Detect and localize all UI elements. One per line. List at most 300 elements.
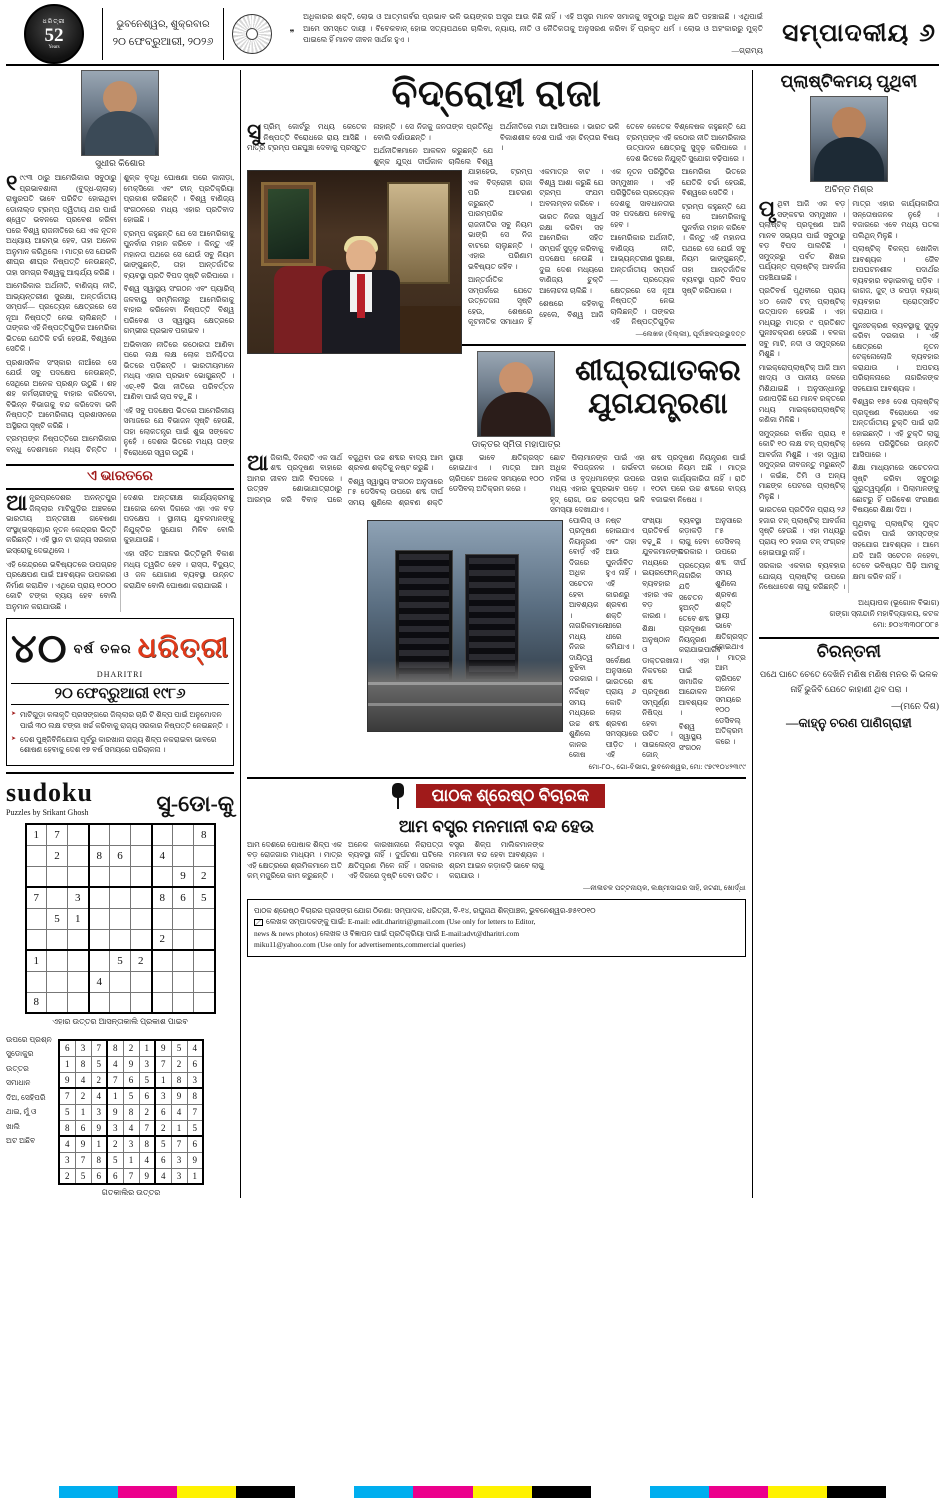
paragraph: ଟ୍ରମ୍ପଙ୍କ ନିଷ୍ପତ୍ତିରେ ଆମେରିକାର ବନ୍ଧୁ ଦେଶମାନେ ମଧ୍ୟ ଚିନ୍ତିତ । ଶୁଳ୍କ ବୃଦ୍ଧି ଘୋଷଣା ପରେ କାନାଡ଼ା, ମେକ୍ସିକୋ ଏବଂ ଚୀନ୍ ପ୍ରତିକ୍ରିୟା ପ୍ରକାଶ କରିଛନ୍ତି । ବିଶ୍ୱ ବାଣିଜ୍ୟ ସଂଗଠନରେ ମଧ୍ୟ ଏହାର ପ୍ରତିବାଦ ହୋଇଛି । (6, 173, 235, 454)
answer-cell: 1 (171, 1120, 187, 1136)
paragraph: ନିର୍ଦ୍ଦିଷ୍ଟ ସମୟ ମଧ୍ୟରେ ଉଚ୍ଚ ଶବ୍ଦ ଶୁଣିଲେ କାନର କୋଷ ନଷ୍ଟ ହୋଇଯାଏ ଏବଂ ତାହା ଆଉ ପୁନର୍ଜୀବିତ ହୁଏ ନାହିଁ । ଏହି କାରଣରୁ ଶ୍ରବଣ ଶକ୍ତି ଧୀରେ ଧୀରେ କମିଯାଏ । (569, 515, 637, 760)
answer-cell: 7 (91, 1040, 107, 1056)
sudoku-cell[interactable] (194, 908, 215, 929)
author-name: ଅଚିନ୍ତ ମିଶ୍ର (824, 184, 874, 194)
emblem-icon (224, 4, 280, 64)
paragraph: ଶବ୍ଦ ପ୍ରଦୂଷଣ ନିୟନ୍ତ୍ରଣ ପାଇଁ କଠୋର ନିୟମ ଅଛି । ମାତ୍ର ତାହାର କାର୍ଯ୍ୟକାରିତା ନାହିଁ । ରାତି ୧୦ଟା ପରେ ଉଚ୍ଚ ଶବ୍ଦରେ ବାଦ୍ୟ ବଜାଇବା ନିଷେଧ । (650, 452, 746, 504)
dateline-date: ୨୦ ଫେବ୍ରୁଆରୀ, ୨୦୨୬ (112, 35, 214, 48)
answer-cell: 2 (123, 1040, 139, 1056)
poem-section (759, 637, 939, 732)
color-swatch (709, 1486, 768, 1498)
sudoku-cell[interactable] (89, 992, 110, 1013)
poem-author: —କାହ୍ନୁ ଚରଣ ପାଣିଗ୍ରାହୀ (786, 716, 912, 731)
second-story-top-text (247, 449, 746, 516)
answer-cell: 7 (139, 1120, 155, 1136)
sudoku-cell[interactable]: 2 (152, 929, 173, 950)
ad-number: ୪୦ (11, 626, 68, 672)
reader-credit: —ନୀଳାଚଳ ପଟ୍ଟନାୟକ, ଲକ୍ଷ୍ମୀସାଗର ସାହି, ଜଟଣୀ, ଖୋର୍ଦ୍ଧା (583, 883, 746, 892)
answer-label: ଅଟ ଅଛିବ (6, 1135, 36, 1145)
sudoku-caption: ଏହାର ଉତ୍ତର ଆସନ୍ତାକାଲି ପ୍ରକାଶ ପାଇବ (52, 1017, 188, 1027)
answer-cell: 3 (155, 1088, 171, 1104)
contact-line[interactable]: ଲେଖକ ସମ୍ପାଦକଙ୍କୁ ପାଇଁ: E-mail: edit.dharitri@gmail.com (Use only for letters to Editor, (266, 917, 536, 927)
paragraph: ଏହା ସହିତ ଅଞ୍ଚଳର ଭିତ୍ତିଭୂମି ବିକାଶ ମଧ୍ୟ ତ୍ୱରିତ ହେବ । ରାସ୍ତା, ବିଦ୍ୟୁତ୍ ଓ ଜଳ ଯୋଗାଣ ବ୍ୟବସ୍ଥା ଉନ୍ନତ କରାଯିବ ବୋଲି ଘୋଷଣା କରାଯାଇଛି । (123, 548, 235, 590)
author-photo (81, 70, 159, 156)
sudoku-cell[interactable] (89, 950, 110, 971)
sudoku-cell[interactable]: 3 (68, 887, 89, 908)
color-swatch (177, 1486, 236, 1498)
paragraph: ଛୋଟ ପିଲାମାନଙ୍କ ପାଇଁ ଏହା ଅଧିକ ବିପଜ୍ଜନକ । ଗର୍ଭବତୀ ମହିଳା ଓ ବୃଦ୍ଧମାନଙ୍କ ଉପରେ ମଧ୍ୟ ଏହାର କୁପ୍ରଭାବ ପଡ଼େ । ହୃଦ୍ ରୋଗ, ଉଚ୍ଚ ରକ୍ତଚାପ ଭଳି ସମସ୍ୟା ଦେଖାଯାଏ । (549, 452, 645, 515)
color-swatch (0, 1486, 59, 1498)
answer-cell: 1 (75, 1104, 91, 1120)
answer-cell: 6 (59, 1040, 75, 1056)
sudoku-cell[interactable] (131, 866, 152, 887)
sudoku-cell[interactable] (47, 887, 68, 908)
quote-credit: —ଗ୍ରାମ୍ୟ (731, 46, 763, 56)
contact-line[interactable]: news & news photos) ଲେଖକ ଓ ବିଜ୍ଞାପନ ପାଇଁ ପ୍ରତିକ୍ରିୟା ପାଇଁ E-mail:advt@dharitri.com (254, 928, 520, 938)
sudoku-cell[interactable] (110, 866, 131, 887)
paragraph: ପୋଲିସ୍ ଓ ପ୍ରଦୂଷଣ ନିୟନ୍ତ୍ରଣ ବୋର୍ଡ଼ ଏହି ଦିଗରେ ଅଧିକ ସଚେତନ ହେବା ଆବଶ୍ୟକ । ନାଗରିକମାନେ ମଧ୍ୟ ନିଜର ଦାୟିତ୍ୱ ବୁଝିବା ଦରକାର । (569, 515, 608, 683)
poem-text: ପଥେ ଘାତେ ଚେତେ ଦେଖିନି ମଣିଷ ମଣିଷ ମନର କି ଭଳକ ନାହିଁ ଭୁଜିବି ଯେତେ କାହାଣୀ ଥିବ ପରା । (759, 668, 938, 695)
answer-cell: 4 (139, 1152, 155, 1168)
answer-cell: 3 (59, 1152, 75, 1168)
answer-cell: 8 (123, 1104, 139, 1120)
reader-text (247, 840, 746, 882)
sudoku-title: sudoku (6, 778, 93, 808)
answer-label: ଥାଇ, ମୁଁ ଓ (6, 1107, 37, 1117)
sudoku-cell[interactable]: 8 (89, 845, 110, 866)
reader-title: ପାଠକ ଶ୍ରେଷ୍ଠ ବିଚାରକ (416, 784, 606, 808)
right-column (759, 70, 939, 1198)
section-header (769, 4, 939, 64)
sudoku-cell[interactable]: 4 (152, 845, 173, 866)
masthead-logo (6, 4, 102, 64)
answer-cell: 4 (107, 1056, 123, 1072)
answer-label: ଉପରେ ପ୍ରଶ୍ନ (6, 1035, 52, 1045)
answer-cell: 5 (75, 1168, 91, 1184)
quote-mark-icon: ❞ (289, 28, 295, 39)
paragraph: ଭାରତ ନିଜର ସ୍ୱାର୍ଥ ରକ୍ଷା କରିବା ସହ ଆମେରିକା ସହିତ ସମ୍ପର୍କ ସୁଦୃଢ଼ କରିବାକୁ ପଦକ୍ଷେପ ନେଉଛି । ଦୁଇ ଦେଶ ମଧ୍ୟରେ ବାଣିଜ୍ୟ ଚୁକ୍ତି ଆଲୋଚନା ଚାଲିଛି । (539, 212, 604, 295)
logo-title: ଧରିତ୍ରୀ (42, 18, 66, 25)
sudoku-section (6, 772, 234, 1198)
right-story-signature (759, 597, 939, 631)
sudoku-cell[interactable] (194, 950, 215, 971)
paragraph: ସରକାର ଏକବାର ବ୍ୟବହାର ଯୋଗ୍ୟ ପ୍ଲାଷ୍ଟିକ୍ ଉପରେ ନିଷେଧାଦେଶ ଲାଗୁ କରିଛନ୍ତି । ମାତ୍ର ଏହାର କାର୍ଯ୍ୟକାରିତା ସନ୍ତୋଷଜନକ ନୁହେଁ । ବଜାରରେ ଏବେ ମଧ୍ୟ ପତଳା ପଲିଥିନ୍ ମିଳୁଛି । (758, 199, 939, 592)
sudoku-cell[interactable]: 7 (26, 887, 47, 908)
sudoku-cell[interactable] (131, 929, 152, 950)
answer-cell: 7 (187, 1104, 203, 1120)
paragraph: ପ୍ରତିବର୍ଷ ପୃଥିବୀରେ ପ୍ରାୟ ୪୦ କୋଟି ଟନ୍ ପ୍ଲାଷ୍ଟିକ୍ ଉତ୍ପାଦନ ହେଉଛି । ଏହା ମଧ୍ୟରୁ ମାତ୍ର ୯ ପ୍ରତିଶତ ପୁନଃଚକ୍ରଣ ହେଉଛି । ବଳକା ସବୁ ମାଟି, ନଦୀ ଓ ସମୁଦ୍ରରେ ମିଶୁଛି । (758, 286, 846, 359)
answer-cell: 4 (155, 1168, 171, 1184)
answer-cell: 6 (123, 1072, 139, 1088)
sudoku-cell[interactable] (89, 824, 110, 845)
answer-cell: 1 (139, 1040, 155, 1056)
sudoku-cell[interactable] (152, 971, 173, 992)
color-swatch (236, 1486, 295, 1498)
sudoku-subtitle: Puzzles by Srikant Ghosh (6, 808, 89, 818)
color-swatch (886, 1486, 945, 1498)
sudoku-cell[interactable] (194, 845, 215, 866)
sudoku-cell[interactable]: 5 (47, 908, 68, 929)
sudoku-cell[interactable] (131, 971, 152, 992)
answer-cell: 8 (91, 1152, 107, 1168)
ad-word-1: ବର୍ଷ (73, 640, 95, 656)
answer-cell: 2 (75, 1088, 91, 1104)
answer-label: ସୁଡୋକୁର (6, 1049, 34, 1059)
answer-cell: 6 (155, 1104, 171, 1120)
paragraph: ପ୍ରତ୍ୟେକ ନାଗରିକ ଯଦି ସଚେତନ ହୁଅନ୍ତି ତେବେ ଶବ୍ଦ ପ୍ରଦୂଷଣ ନିୟନ୍ତ୍ରଣ କରାଯାଇପାରିବ । ଏହା ପାଇଁ ସାମାଜିକ ଆନ୍ଦୋଳନ ଆବଶ୍ୟକ । (678, 560, 722, 718)
bharat-section (6, 464, 234, 490)
sudoku-answer-labels (6, 1033, 54, 1148)
paragraph: ଆନ୍ତର୍ଜାତିକ ସମ୍ପର୍କରେ ଯେତେ ଉତ୍ତେଜନା ସୃଷ୍ଟି ହେଉ, ଶେଷରେ କୂଟନୀତିକ ସମାଧାନ ହିଁ ଏକମାତ୍ର ବାଟ । ବିଶ୍ୱ ଆଶା କରୁଛି ଯେ ଟ୍ରମ୍ପ ସଂଯମ ଅବଲମ୍ବନ କରିବେ । (468, 167, 604, 327)
paragraph: ଆମେରିକାର ଅର୍ଥନୀତି, ବାଣିଜ୍ୟ ନୀତି, ଆଭ୍ୟନ୍ତରୀଣ ସୁରକ୍ଷା, ଅନ୍ତର୍ଜାତୀୟ ସମ୍ପର୍କ— ପ୍ରତ୍ୟେକ କ୍ଷେତ୍ରରେ ସେ ନୂଆ ନିଷ୍ପତ୍ତି ନେଇ ଚାଲିଛନ୍ତି । ତାଙ୍କର ଏହି ନିଷ୍ପତ୍ତିଗୁଡ଼ିକ ଆମେରିକା ଭିତରେ ଯେତିକି ଚର୍ଚ୍ଚା ହେଉଛି, ବିଶ୍ୱରେ ସେତିକି । (610, 167, 746, 327)
answer-label: ଖାଲି (6, 1121, 21, 1131)
sudoku-cell[interactable] (173, 950, 194, 971)
ad-word-2: ତଳର (100, 640, 132, 656)
quote-text: ଅଧିକାରର ଶକ୍ତି, ଲୋଭ ଓ ଆତ୍ମଗର୍ବର ପ୍ରଭାବ ଭଳି ଭୟଙ୍କର ଅସ୍ତ୍ର ଆଉ କିଛି ନାହିଁ । ଏହି ଅସ୍ତ୍ର ମାନବ ସମାଜକୁ ସବୁଠାରୁ ଅଧିକ କ୍ଷତି ପହଞ୍ଚାଇଛି । ଏଥିପାଇଁ ଆମେ ସମସ୍ତେ ଦାୟୀ । ବିବେକବାନ୍ ହୋଇ ସତ୍ୟପଥରେ ଚାଲିବା, ନ୍ୟାୟ, ନୀତି ଓ ନୈତିକତାକୁ ଅନୁସରଣ କରିବା ହିଁ ପ୍ରକୃତ ଧର୍ମ । ଲୋଭ ଓ ଅହଂକାରରୁ ମୁକ୍ତି ପାଇଲେ ହିଁ ମାନବ ଜୀବନ ସାର୍ଥକ ହୁଏ । (303, 12, 763, 44)
answer-cell: 9 (91, 1120, 107, 1136)
paragraph: ଆନ୍ଧ୍ରପ୍ରଦେଶର ଅନନ୍ତପୁର ଜିଲ୍ଲାର ମାଟିଗୁଡ଼ିର ଅଞ୍ଚଳରେ ଭାରତୀୟ ଅନ୍ତରୀକ୍ଷ ଗବେଷଣା ସଂସ୍ଥା(ଇସ୍ରୋ)ର ନୂତନ କେନ୍ଦ୍ରର ଭିତ୍ତି କରିଛନ୍ତି । ଏହି ସ୍ଥାନ ଟା ରାଜ୍ୟ ସରକାର ଇସ୍ରୋକୁ ଦେଇଥିଲେ । (6, 490, 117, 555)
sudoku-cell[interactable] (47, 950, 68, 971)
paragraph: ସୁପ୍ରିମ୍ କୋର୍ଟରୁ ମଧ୍ୟ କେତେକ ନିଷ୍ପତ୍ତି ବିରୋଧରେ ରାୟ ଆସିଛି । ମାତ୍ର ଟ୍ରମ୍ପ ପଛଘୁଞ୍ଚା ଦେବାକୁ ପ୍ରସ୍ତୁତ ନାହାନ୍ତି । ସେ ନିଜକୁ ଜନତାଙ୍କ ପ୍ରତିନିଧି ବୋଲି ଦର୍ଶାଉଛନ୍ତି । (247, 119, 493, 153)
answer-cell: 3 (107, 1120, 123, 1136)
paragraph: ପ୍ରଶାସନିକ ସଂସ୍କାର ନାଆଁରେ ସେ ଯେଉଁ ସବୁ ପଦକ୍ଷେପ ନେଉଛନ୍ତି, ସେଥିରେ ଅନେକ ପ୍ରଶ୍ନ ଉଠୁଛି । ଶହ ଶହ କର୍ମଚାରୀଙ୍କୁ ବାହାର କରିଦେବା, ବିଭିନ୍ନ ବିଭାଗକୁ ବନ୍ଦ କରିଦେବା ଭଳି ନିଷ୍ପତ୍ତି ଆମେରିକୀୟ ପ୍ରଶାସନରେ ଅସ୍ଥିରତା ସୃଷ୍ଟି କରିଛି । (6, 357, 117, 430)
answer-cell: 3 (91, 1104, 107, 1120)
answer-cell: 1 (107, 1088, 123, 1104)
answer-cell: 3 (139, 1056, 155, 1072)
answer-label: ଦିଅ, ସେହିପରି (6, 1092, 46, 1102)
sudoku-cell[interactable]: 7 (47, 824, 68, 845)
paragraph: ଦେଶର ଅନ୍ତରୀକ୍ଷ କାର୍ଯ୍ୟକ୍ରମକୁ ଆଗେଇ ନେବା ଦିଗରେ ଏହା ଏକ ବଡ଼ ପଦକ୍ଷେପ । ସ୍ଥାନୀୟ ଯୁବକମାନଙ୍କୁ ନିଯୁକ୍ତିର ସୁଯୋଗ ମିଳିବ ବୋଲି କୁହାଯାଉଛି । (123, 493, 235, 545)
sudoku-cell[interactable] (110, 824, 131, 845)
sudoku-cell[interactable] (26, 929, 47, 950)
sudoku-cell[interactable] (47, 866, 68, 887)
answer-cell: 8 (107, 1040, 123, 1056)
sudoku-cell[interactable]: 5 (110, 950, 131, 971)
sudoku-cell[interactable] (152, 992, 173, 1013)
main-story-left-text (6, 170, 235, 458)
sudoku-cell[interactable] (26, 971, 47, 992)
answer-cell: 5 (59, 1104, 75, 1120)
sudoku-cell[interactable] (110, 992, 131, 1013)
answer-cell: 8 (139, 1136, 155, 1152)
answer-cell: 5 (171, 1040, 187, 1056)
bharat-title: ଏ ଭାରତରେ (87, 469, 153, 485)
sudoku-cell[interactable] (68, 845, 89, 866)
answer-cell: 4 (123, 1120, 139, 1136)
paragraph: ପୃଥିବୀ ଆଜି ଏକ ବଡ଼ ସଙ୍କଟର ସମ୍ମୁଖୀନ । ପ୍ଲାଷ୍ଟିକ୍ ପ୍ରଦୂଷଣ ଆଜି ମାନବ ସଭ୍ୟତା ପାଇଁ ସବୁଠାରୁ ବଡ଼ ବିପଦ ପାଲଟିଛି । ସମୁଦ୍ରରୁ ପର୍ବତ ଶିଖର ପର୍ଯ୍ୟନ୍ତ ପ୍ଲାଷ୍ଟିକ୍ ଆବର୍ଜନା ପହଞ୍ଚିଯାଇଛି । (758, 196, 846, 282)
color-registration-bar (0, 1486, 945, 1498)
sudoku-cell[interactable] (89, 866, 110, 887)
sudoku-cell[interactable]: 1 (26, 950, 47, 971)
signature-line: ଅଧ୍ୟାପକ (ଭୂଗୋଳ ବିଭାଗ) (858, 597, 939, 607)
answer-cell: 9 (187, 1152, 203, 1168)
color-swatch (768, 1486, 827, 1498)
sudoku-cell[interactable]: 1 (68, 908, 89, 929)
answer-cell: 6 (91, 1168, 107, 1184)
contact-box (247, 899, 746, 957)
paragraph: ଅନେକ କାରଖାନାରେ ନିରାପତ୍ତା ବ୍ୟବସ୍ଥା ନାହିଁ । ଦୁର୍ଘଟଣା ଘଟିଲେ କ୍ଷତିପୂରଣ ମିଳେ ନାହିଁ । ସରକାର ଏହି ଦିଗରେ ଦୃଷ୍ଟି ଦେବା ଉଚିତ । (348, 839, 443, 881)
sudoku-cell[interactable] (89, 929, 110, 950)
paragraph: ଶିକ୍ଷା ମାଧ୍ୟମରେ ସଚେତନତା ସୃଷ୍ଟି କରିବା ସବୁଠାରୁ ଗୁରୁତ୍ୱପୂର୍ଣ୍ଣ । ପିଲାମାନଙ୍କୁ ଛୋଟରୁ ହିଁ ପରିବେଶ ସଂରକ୍ଷଣ ବିଷୟରେ ଶିକ୍ଷା ଦିଅ । (852, 463, 939, 515)
answer-cell: 4 (91, 1088, 107, 1104)
ad-brand: ଧରିତ୍ରୀ (137, 632, 230, 664)
reader-subtitle: ଆମ ବସ୍ତ୍ର ମନମାନୀ ବନ୍ଦ ହେଉ (398, 816, 595, 836)
sudoku-answer-grid (58, 1039, 204, 1185)
paragraph: ଟ୍ରମ୍ପ କହୁଛନ୍ତି ଯେ ସେ ଆମେରିକାକୁ ପୁନର୍ବାର ମହାନ କରିବେ । କିନ୍ତୁ ଏହି ମହାନତା ପଥରେ ସେ ଯେଉଁ ସବୁ ନିୟମ ଭାଙ୍ଗୁଛନ୍ତି, ତାହା ଆନ୍ତର୍ଜାତିକ ବ୍ୟବସ୍ଥା ପ୍ରତି ବିପଦ ସୃଷ୍ଟି କରିପାରେ । (681, 201, 746, 295)
author-block-right (759, 96, 939, 195)
answer-cell: 9 (123, 1056, 139, 1072)
answer-cell: 4 (187, 1040, 203, 1056)
sudoku-cell[interactable]: 8 (194, 824, 215, 845)
contact-line[interactable]: miku11@yahoo.com (Use only for advertisements,commercial queries) (254, 940, 466, 950)
sudoku-cell[interactable] (68, 950, 89, 971)
main-story-photo (247, 170, 462, 354)
answer-cell: 6 (187, 1056, 203, 1072)
sudoku-cell[interactable] (131, 824, 152, 845)
sudoku-cell[interactable]: 2 (194, 866, 215, 887)
paragraph: ବସ୍ତ୍ର ଶିଳ୍ପ ମାଲିକମାନଙ୍କ ମନମାନୀ ବନ୍ଦ ହେବା ଆବଶ୍ୟକ । ଶ୍ରମ ଆଇନ କଡ଼ାକଡ଼ି ଭାବେ ଲାଗୁ କରାଯାଉ । (448, 839, 544, 881)
main-story-top-text (247, 119, 746, 167)
color-swatch (118, 1486, 177, 1498)
sudoku-cell[interactable] (89, 887, 110, 908)
answer-cell: 9 (155, 1040, 171, 1056)
answer-cell: 9 (171, 1088, 187, 1104)
sudoku-cell[interactable] (152, 908, 173, 929)
color-swatch (650, 1486, 709, 1498)
answer-cell: 4 (171, 1104, 187, 1120)
signature-line: ମୋ: ୭୦୪୩୩୦୮୦୮୫ (873, 620, 939, 630)
paragraph: ଟ୍ରମ୍ପ କହୁଛନ୍ତି ଯେ ସେ ଆମେରିକାକୁ ପୁନର୍ବାର ମହାନ କରିବେ । କିନ୍ତୁ ଏହି ମହାନତା ପଥରେ ସେ ଯେଉଁ ସବୁ ନିୟମ ଭାଙ୍ଗୁଛନ୍ତି, ତାହା ଆନ୍ତର୍ଜାତିକ ବ୍ୟବସ୍ଥା ପ୍ରତି ବିପଦ ସୃଷ୍ଟି କରିପାରେ । (123, 228, 235, 280)
page-number: ୬ (919, 20, 935, 47)
answer-cell: 9 (107, 1104, 123, 1120)
color-swatch (413, 1486, 472, 1498)
answer-cell: 3 (123, 1136, 139, 1152)
second-story-credit: ମୋ-୮୦-, ଗୋ-ବିଭାଗ, ଭୁବନେଶ୍ୱର, ମୋ: ୯୭୯୧୦୪୨୩୯୯ (588, 762, 746, 771)
ad-point: ➤ ମାଟିଗୁଡ଼ା କଳାକୃତି ପ୍ରସଙ୍ଗରେ ଜିଲ୍ଲାର ଚାରି ଟି ଶିଳ୍ପ ପାଇଁ ଅନୁମୋଦନ ପାଇଁ ୩୦ ଲକ୍ଷ ଟଙ୍କା ଖର୍ଚ୍ଚ କରିବାକୁ ରାଜ୍ୟ ସରକାର ନିଷ୍ପତ୍ତି ନେଇଛନ୍ତି । (11, 710, 229, 731)
sudoku-cell[interactable]: 8 (26, 992, 47, 1013)
poem-source: —(ମନେ ଦିଶ) (891, 701, 939, 712)
sudoku-cell[interactable]: 4 (89, 971, 110, 992)
paragraph: ଶେଷରେ କହିବାକୁ ହେଲେ, ବିଶ୍ୱ ଆଜି ଏକ ନୂତନ ପରିସ୍ଥିତିର ସମ୍ମୁଖୀନ । ଏହି ପରିସ୍ଥିତିରେ ପ୍ରତ୍ୟେକ ଦେଶକୁ ସାବଧାନତାର ସହ ପଦକ୍ଷେପ ନେବାକୁ ହେବ । (539, 167, 675, 319)
paragraph: ବିଶ୍ୱ ସ୍ୱାସ୍ଥ୍ୟ ସଂଗଠନ ଅନୁସାରେ ୮୫ ଡେସିବଲ୍ ଉପରେ ଶବ୍ଦ ଦୀର୍ଘ ସମୟ ଶୁଣିଲେ ଶ୍ରବଣ ଶକ୍ତି ସ୍ଥାୟୀ ଭାବେ କ୍ଷତିଗ୍ରସ୍ତ ହୋଇଥାଏ । ମାତ୍ର ଆମ ଚାରିପଟେ ଅନେକ ସମୟରେ ୧୦୦ ଡେସିବଲ୍ ଅତିକ୍ରମ କରେ । (348, 452, 544, 507)
section-name: ସମ୍ପାଦକୀୟ (782, 20, 910, 47)
answer-cell: 5 (107, 1152, 123, 1168)
paragraph: ପ୍ଲାଷ୍ଟିକ୍ ବିକଳ୍ପ ଖୋଜିବା ଆବଶ୍ୟକ । ଜୈବ ଅପଘଟନଶୀଳ ପଦାର୍ଥର ବ୍ୟବହାର ବଢ଼ାଇବାକୁ ପଡ଼ିବ । କାଗଜ, ଜୁଟ୍ ଓ କପଡ଼ା ବ୍ୟାଗ୍ ବ୍ୟବହାର ପ୍ରୋତ୍ସାହିତ କରାଯାଉ । (852, 244, 939, 317)
color-swatch (473, 1486, 532, 1498)
sudoku-cell[interactable] (152, 950, 173, 971)
answer-label: ସମାଧାନ (6, 1078, 31, 1088)
sudoku-cell[interactable] (110, 908, 131, 929)
right-story-text (758, 196, 939, 593)
sudoku-cell[interactable] (110, 887, 131, 908)
microphone-icon (388, 783, 408, 809)
sudoku-cell[interactable] (131, 908, 152, 929)
sudoku-title-odia: ସୁ-ଡୋ-କୁ (156, 791, 235, 817)
sudoku-cell[interactable] (152, 866, 173, 887)
ad-brand-sub: DHARITRI (96, 670, 144, 680)
answer-cell: 9 (75, 1136, 91, 1152)
sudoku-cell[interactable] (110, 971, 131, 992)
sudoku-cell[interactable] (173, 824, 194, 845)
color-swatch (295, 1486, 354, 1498)
answer-label: ଉତ୍ତର (6, 1063, 29, 1073)
answer-cell: 6 (107, 1168, 123, 1184)
sudoku-cell[interactable]: 2 (47, 845, 68, 866)
answer-cell: 3 (171, 1168, 187, 1184)
sudoku-cell[interactable] (131, 845, 152, 866)
paragraph: ଆମ ଦେଶରେ ପୋଷାକ ଶିଳ୍ପ ଏକ ବଡ଼ ରୋଜଗାର ମାଧ୍ୟମ । ମାତ୍ର ଏହି କ୍ଷେତ୍ରରେ ଶ୍ରମିକମାନେ ଅତି କମ୍ ମଜୁରିରେ କାମ କରୁଛନ୍ତି । (247, 839, 342, 881)
author-name: ସୁଧୀର କିଶୋର (95, 158, 145, 168)
left-column (6, 70, 234, 1198)
sudoku-cell[interactable] (68, 824, 89, 845)
answer-cell: 4 (59, 1136, 75, 1152)
sudoku-cell[interactable] (173, 992, 194, 1013)
dateline-place: ଭୁବନେଶ୍ୱର, ଶୁକ୍ରବାର (116, 19, 210, 31)
sudoku-cell[interactable] (68, 866, 89, 887)
answer-cell: 5 (139, 1072, 155, 1088)
sudoku-cell[interactable] (173, 845, 194, 866)
poem-title: ଚିରନ୍ତନୀ (816, 641, 881, 661)
anniversary-ad (6, 618, 234, 766)
paragraph: ମାଇକ୍ରୋପ୍ଲାଷ୍ଟିକ୍ ଆଜି ଆମ ଖାଦ୍ୟ ଓ ପାନୀୟ ଜଳରେ ମିଶିଯାଇଛି । ଅନୁସନ୍ଧାନରୁ ଜଣାପଡ଼ିଛି ଯେ ମାନବ ରକ୍ତରେ ମଧ୍ୟ ମାଇକ୍ରୋପ୍ଲାଷ୍ଟିକ୍ କଣିକା ମିଳିଛି । (758, 362, 846, 425)
answer-cell: 1 (59, 1056, 75, 1072)
answer-cell: 4 (75, 1072, 91, 1088)
logo-years: Years (48, 44, 60, 50)
ad-points (11, 710, 229, 756)
sudoku-cell[interactable] (26, 845, 47, 866)
sudoku-cell[interactable] (110, 929, 131, 950)
sudoku-cell[interactable] (194, 971, 215, 992)
sudoku-cell[interactable] (194, 929, 215, 950)
sudoku-cell[interactable] (47, 992, 68, 1013)
contact-line: ପାଠକ ଶ୍ରେଷ୍ଠ ବିଚାରର ପ୍ରସଙ୍ଗ ଯୋଗ ଠିକଣା: ସମ୍ପାଦକ, ଧରିତ୍ରୀ, ବି-୧୪, ରଘୁନାଥ ଶିଳ୍ପାଞ୍ଚଳ, ଭୁବନେଶ୍ୱର-୭୫୧୦୧୦ (254, 905, 596, 915)
answer-cell: 5 (123, 1088, 139, 1104)
signature-line: ଗଙ୍ଗା ସ୍ନାନ୍ଦାନି ମହାବିଦ୍ୟାଳୟ, କଟକ (829, 608, 939, 618)
sudoku-cell[interactable] (26, 866, 47, 887)
reader-section (247, 777, 746, 813)
paragraph: ଅଭିବାସନ ନୀତିରେ କଠୋରତା ଆଣିବା ପରେ ଲକ୍ଷ ଲକ୍ଷ ଲୋକ ଅନିଶ୍ଚିତତା ଭିତରେ ପଡ଼ିଛନ୍ତି । ଭାରତୀୟମାନେ ମଧ୍ୟ ଏହାର ପ୍ରଭାବ ଭୋଗୁଛନ୍ତି । ଏଚ୍-୧ବି ଭିସା ନୀତିରେ ପରିବର୍ତ୍ତନ ଆଣିବା ପାଇଁ ଚାପ ବଢ଼ୁଛି । (123, 339, 235, 402)
sudoku-cell[interactable] (131, 887, 152, 908)
answer-cell: 8 (59, 1120, 75, 1136)
answer-cell: 7 (75, 1152, 91, 1168)
color-swatch (532, 1486, 591, 1498)
sudoku-cell[interactable] (173, 929, 194, 950)
paragraph: ସର୍ବେକ୍ଷଣ ଅନୁସାରେ ଭାରତରେ ପ୍ରାୟ ୬ କୋଟି ଲୋକ ଶ୍ରବଣ ସମସ୍ୟାରେ ପୀଡ଼ିତ । ଏହି ସଂଖ୍ୟା ପ୍ରତିବର୍ଷ ବଢ଼ୁଛି । ଯୁବକମାନଙ୍କ ମଧ୍ୟରେ ଇୟରଫୋନ୍ ବ୍ୟବହାର ଏହାର ଏକ ବଡ଼ କାରଣ । (605, 515, 683, 760)
right-headline: ପ୍ଲାଷ୍ଟିକମୟ ପୃଥିବୀ (780, 72, 918, 91)
answer-cell: 2 (139, 1104, 155, 1120)
masthead (6, 4, 939, 66)
author-block-main (6, 70, 234, 169)
bharat-text (6, 490, 235, 612)
color-swatch (591, 1486, 650, 1498)
sudoku-cell[interactable] (68, 971, 89, 992)
paragraph: ଅର୍ଥନୀତିଜ୍ଞମାନେ ଆକଳନ କରୁଛନ୍ତି ଯେ ଶୁଳ୍କ ଯୁଦ୍ଧ ଦୀର୍ଘକାଳ ଚାଲିଲେ ବିଶ୍ୱ ଅର୍ଥନୀତିରେ ମନ୍ଦା ଆସିପାରେ । ଭାରତ ଭଳି ବିକାଶଶୀଳ ଦେଶ ପାଇଁ ଏହା ଚିନ୍ତାର ବିଷୟ । (373, 122, 620, 166)
sudoku-cell[interactable] (131, 992, 152, 1013)
sudoku-cell[interactable] (152, 824, 173, 845)
answer-cell: 1 (187, 1168, 203, 1184)
sudoku-cell[interactable] (173, 908, 194, 929)
answer-cell: 9 (59, 1072, 75, 1088)
sudoku-title-block (6, 778, 93, 817)
second-story-photo (367, 520, 563, 732)
ad-date: ୨୦ ଫେବ୍ରୁଆରୀ ୧୯୮୬ (11, 683, 229, 705)
mail-icon (254, 919, 263, 926)
answer-cell: 6 (155, 1152, 171, 1168)
author-photo (477, 351, 555, 437)
paragraph: ଏହି ସବୁ ପଦକ୍ଷେପ ଭିତରେ ଆମେରିକୀୟ ସମାଜରେ ଯେ ବିଭାଜନ ସୃଷ୍ଟି ହେଉଛି, ତାହା ଲୋକତନ୍ତ୍ର ପାଇଁ ଶୁଭ ସଙ୍କେତ ନୁହେଁ । ଦେଶର ଭିତରେ ମଧ୍ୟ ତାଙ୍କ ବିରୋଧରେ ସ୍ୱର ଉଠୁଛି । (123, 405, 235, 457)
sudoku-cell[interactable] (68, 992, 89, 1013)
answer-cell: 8 (187, 1088, 203, 1104)
main-story-credit: —ଲେଖକ (ଦିଲ୍ଲୀ), ପୂର୍ବାଞ୍ଚଳପ୍ରଭୁଦତ୍ତ (635, 329, 746, 338)
sudoku-cell[interactable] (68, 929, 89, 950)
answer-cell: 2 (91, 1072, 107, 1088)
answer-cell: 2 (171, 1056, 187, 1072)
paragraph: ଆମେରିକାର ଅର୍ଥନୀତି, ବାଣିଜ୍ୟ ନୀତି, ଆଭ୍ୟନ୍ତରୀଣ ସୁରକ୍ଷା, ଅନ୍ତର୍ଜାତୀୟ ସମ୍ପର୍କ— ପ୍ରତ୍ୟେକ କ୍ଷେତ୍ରରେ ସେ ନୂଆ ନିଷ୍ପତ୍ତି ନେଇ ଚାଲିଛନ୍ତି । ତାଙ୍କର ଏହି ନିଷ୍ପତ୍ତିଗୁଡ଼ିକ ଆମେରିକା ଭିତରେ ଯେତିକି ଚର୍ଚ୍ଚା ହେଉଛି, ବିଶ୍ୱରେ ସେତିକି । (6, 281, 117, 354)
answer-cell: 2 (107, 1136, 123, 1152)
column-divider (752, 70, 753, 1198)
answer-cell: 2 (155, 1120, 171, 1136)
color-swatch (827, 1486, 886, 1498)
sudoku-puzzle-grid[interactable] (25, 823, 216, 1014)
sudoku-cell[interactable]: 9 (173, 866, 194, 887)
second-headline: ଶୀଘ୍ରଘାତକର ଯୁଗଯନ୍ତ୍ରଣା (575, 354, 741, 420)
paragraph: ୧୯୯୩ ଠାରୁ ଆମେରିକାର ସବୁଠାରୁ ପ୍ରଭାବଶାଳୀ (ବୁଦ୍ଧ-ଚାଲାକ) ରାଷ୍ଟ୍ରପତି ଭାବେ ପରିଚିତ ହୋଇଥିବା ଡୋନାଲ୍ଡ ଟ୍ରମ୍ପ ଦ୍ୱିତୀୟ ଥର ପାଇଁ ଶ୍ୱେତ ଭବନରେ ପ୍ରବେଶ କରିବା ପରେ ବିଶ୍ୱ ରାଜନୀତିରେ ଯେ ଏକ ନୂତନ ଅଧ୍ୟାୟ ଆରମ୍ଭ ହେବ, ତାହା ଅନେକ ଅନୁମାନ କରିଥିଲେ । ମାତ୍ର ସେ ଯେଭଳି ଶୀଘ୍ର ଶୀଘ୍ର ନିଷ୍ପତ୍ତି ନେଉଛନ୍ତି, ତାହା ସମଗ୍ର ବିଶ୍ୱକୁ ଆଶ୍ଚର୍ଯ୍ୟ କରିଛି । (6, 170, 117, 277)
answer-cell: 3 (187, 1072, 203, 1088)
sudoku-cell[interactable]: 1 (26, 824, 47, 845)
sudoku-cell[interactable] (173, 971, 194, 992)
main-story-body-text (468, 167, 746, 328)
answer-cell: 1 (123, 1152, 139, 1168)
column-divider (240, 70, 241, 1198)
paragraph: ଯାହାହେଉ, ଟ୍ରମ୍ପ ଏକ ବିଦ୍ରୋହୀ ରାଜା ପରି ଆଚରଣ କରୁଛନ୍ତି । ପାରମ୍ପରିକ ରାଜନୀତିର ସବୁ ନିୟମ ଭାଙ୍ଗି ସେ ନିଜ ବାଟରେ ଚାଲୁଛନ୍ତି । ଏହାର ପରିଣାମ ଭବିଷ୍ୟତ କହିବ । (468, 167, 533, 271)
paragraph: ତେବେ କେତେକ ବିଶ୍ଳେଷକ କହୁଛନ୍ତି ଯେ ଟ୍ରମ୍ପଙ୍କ ଏହି କଠୋର ନୀତି ଆମେରିକାର ଉତ୍ପାଦନ କ୍ଷେତ୍ରକୁ ସୁଦୃଢ଼ କରିପାରେ । ଦେଶ ଭିତରେ ନିଯୁକ୍ତି ସୁଯୋଗ ବଢ଼ିପାରେ । (626, 122, 746, 163)
logo-number: 52 (44, 24, 64, 46)
sudoku-cell[interactable] (194, 992, 215, 1013)
sudoku-cell[interactable]: 2 (131, 950, 152, 971)
sudoku-cell[interactable] (26, 908, 47, 929)
sudoku-cell[interactable] (89, 908, 110, 929)
answer-cell: 5 (155, 1136, 171, 1152)
author-block-second (468, 351, 564, 450)
sudoku-cell[interactable]: 6 (173, 887, 194, 908)
answer-cell: 8 (171, 1072, 187, 1088)
sudoku-cell[interactable] (47, 971, 68, 992)
answer-cell: 5 (91, 1056, 107, 1072)
sudoku-cell[interactable]: 5 (194, 887, 215, 908)
answer-cell: 3 (171, 1152, 187, 1168)
answer-cell: 6 (187, 1136, 203, 1152)
middle-column (247, 70, 746, 1198)
paragraph: ଏହି କେନ୍ଦ୍ରରେ ଭବିଷ୍ୟତରେ ଉପଗ୍ରହ ପ୍ରକ୍ଷେପଣ ପାଇଁ ଆବଶ୍ୟକ ଉପକରଣ ନିର୍ମାଣ କରାଯିବ । ଏଥିରେ ପ୍ରାୟ ୧୦୦୦ କୋଟି ଟଙ୍କା ବ୍ୟୟ ହେବ ବୋଲି ଅନୁମାନ କରାଯାଉଛି । (6, 559, 117, 611)
answer-cell: 7 (107, 1072, 123, 1088)
masthead-quote (280, 4, 769, 64)
color-swatch (59, 1486, 118, 1498)
answer-cell: 3 (75, 1040, 91, 1056)
answer-cell: 7 (155, 1056, 171, 1072)
paragraph: ସମୁଦ୍ରରେ ବାର୍ଷିକ ପ୍ରାୟ ୧ କୋଟି ୧୦ ଲକ୍ଷ ଟନ୍ ପ୍ଲାଷ୍ଟିକ୍ ଆବର୍ଜନା ମିଶୁଛି । ଏହା ଦ୍ୱାରା ସମୁଦ୍ରର ଜୀବଜନ୍ତୁ ମରୁଛନ୍ତି । କଇଁଛ, ତିମି ଓ ଅନ୍ୟ ମାଛଙ୍କ ପେଟରେ ପ୍ଲାଷ୍ଟିକ୍ ମିଳୁଛି । (758, 428, 846, 501)
answer-cell: 7 (171, 1136, 187, 1152)
sudoku-cell[interactable]: 6 (110, 845, 131, 866)
sudoku-cell[interactable] (47, 929, 68, 950)
answer-cell: 6 (139, 1088, 155, 1104)
main-headline: ବିଦ୍ରୋହୀ ରାଜା (391, 73, 602, 115)
ad-point: ➤ ଦେଶ ପୁଞ୍ଜିବିନିଯୋଗ ପୂର୍ବରୁ କାରଖାନା ରାଜ୍ୟ ଶିଳ୍ପ ନକରାଇବା ଭାବରେ ଶୋଷଣ ହେବାକୁ ଦେଶ ୧୭ ବର୍ଷ ସମୟରେ ପରିଚାଳନା । (11, 735, 229, 756)
sudoku-cell[interactable]: 8 (152, 887, 173, 908)
author-name: ଡାକ୍ତର ସ୍ମିତା ମହାପାତ୍ର (471, 438, 561, 449)
paragraph: ପୁନଃଚକ୍ରଣ ବ୍ୟବସ୍ଥାକୁ ସୁଦୃଢ଼ କରିବା ଦରକାର । ଏହି କ୍ଷେତ୍ରରେ ନୂତନ ଟେକ୍ନୋଲୋଜି ବ୍ୟବହାର କରାଯାଉ । ଅପଚୟ ପରିଚାଳନାରେ ନାଗରିକଙ୍କ ସହଯୋଗ ଆବଶ୍ୟକ । (852, 320, 939, 393)
paragraph: ବିଶ୍ୱର ୧୭୫ ଦେଶ ପ୍ଲାଷ୍ଟିକ୍ ପ୍ରଦୂଷଣ ବିରୋଧରେ ଏକ ଅନ୍ତର୍ଜାତୀୟ ଚୁକ୍ତି ପାଇଁ ରାଜି ହୋଇଛନ୍ତି । ଏହି ଚୁକ୍ତି ଲାଗୁ ହେଲେ ପରିସ୍ଥିତିରେ ଉନ୍ନତି ଆସିପାରେ । (852, 397, 939, 459)
second-story-body-text (569, 516, 746, 761)
